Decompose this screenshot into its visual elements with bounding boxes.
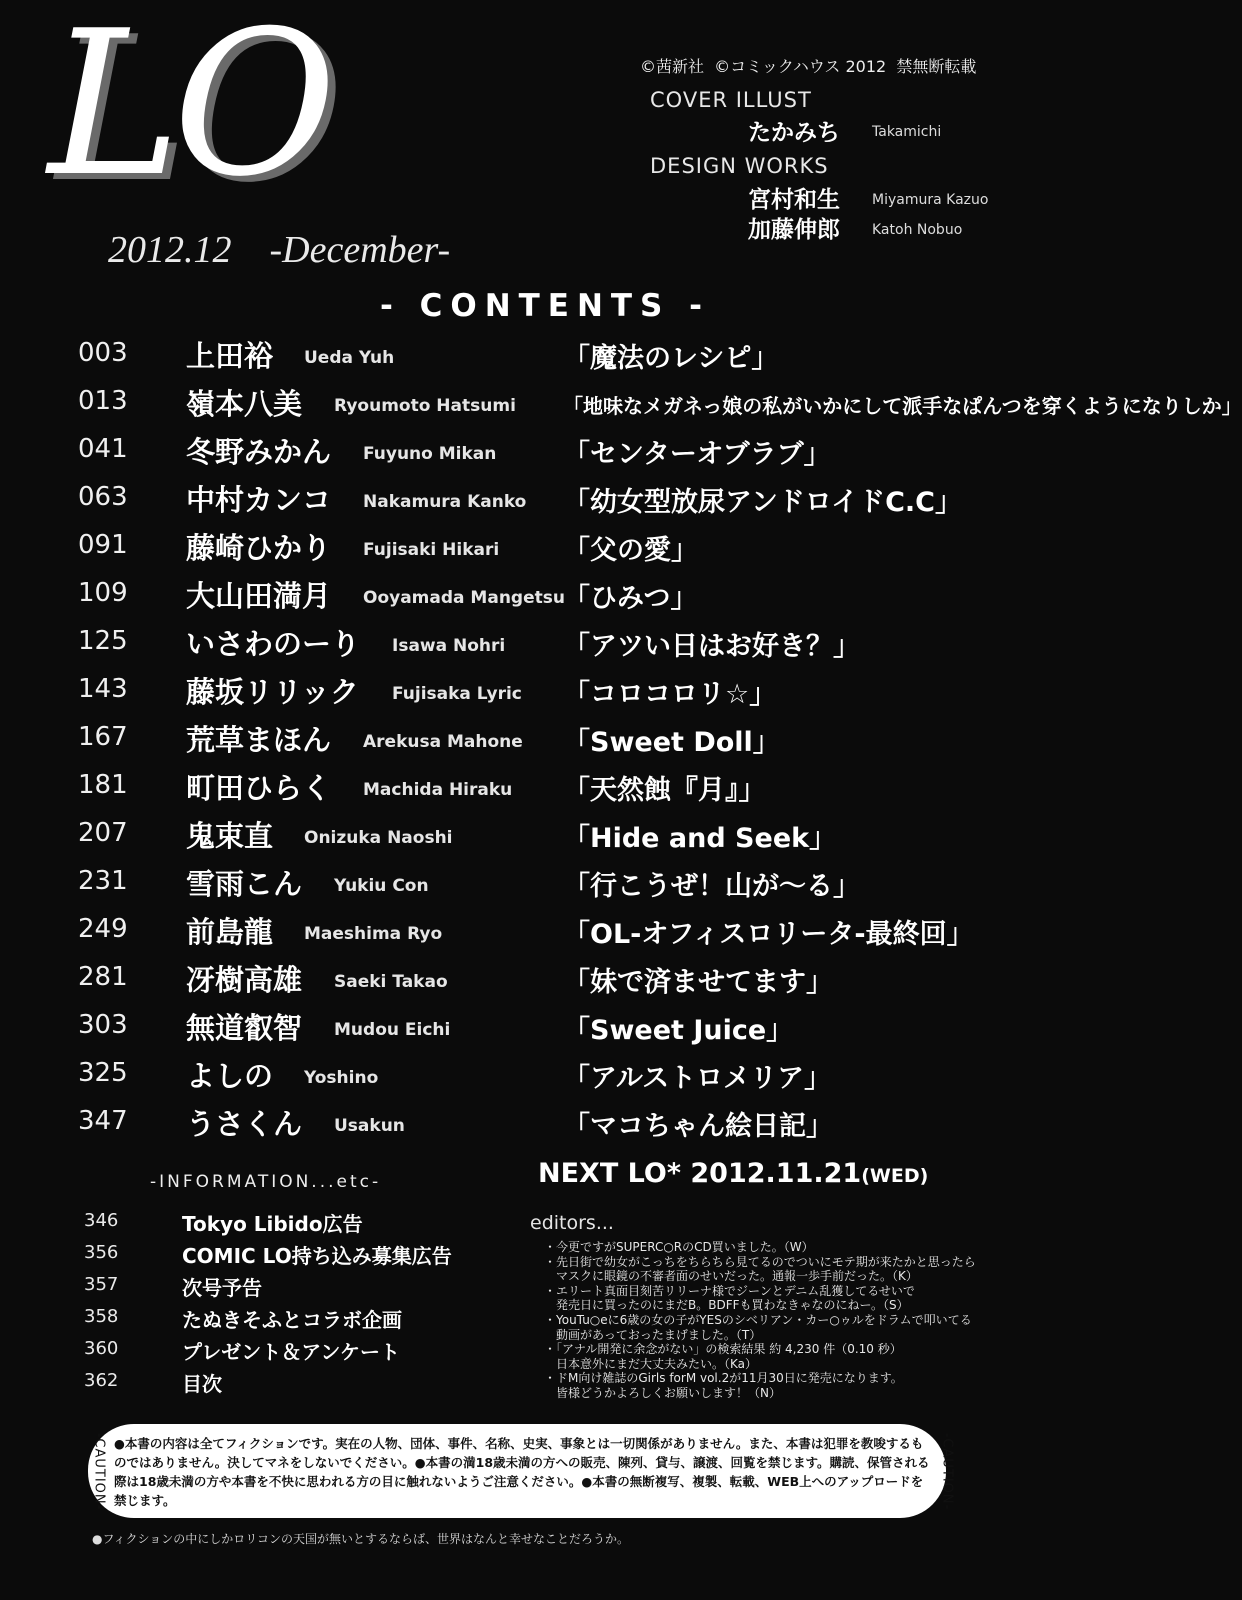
- toc-title: 「妹で済ませてます」: [563, 967, 833, 998]
- toc-row[interactable]: [0, 526, 1110, 574]
- toc-author-roman: Mudou Eichi: [334, 1020, 451, 1040]
- toc-row[interactable]: [0, 862, 1110, 910]
- toc-author-roman: Fuyuno Mikan: [363, 444, 497, 464]
- editor-note: ・YouTu○eに6歳の女の子がYESのシベリアン・カー○ゥルをドラムで叩いてる: [544, 1312, 972, 1327]
- toc-author-roman: Usakun: [334, 1116, 405, 1136]
- toc-author: 鬼束直: [186, 819, 274, 853]
- toc-page: 281: [78, 962, 128, 992]
- info-text: 次号予告: [182, 1276, 262, 1300]
- info-page: 358: [84, 1306, 119, 1327]
- toc-page: 231: [78, 866, 128, 896]
- toc-title: 「地味なメガネっ娘の私がいかにして派手なぱんつを穿くようになりしか」: [563, 394, 1242, 418]
- info-row[interactable]: [0, 1334, 520, 1366]
- editor-note: ・エリート真面目刻苦リリーナ様でジーンとデニム乱獲してるせいで: [544, 1283, 915, 1298]
- toc-author: いさわのーり: [186, 627, 361, 661]
- toc-page: 091: [78, 530, 128, 560]
- toc-title: 「天然蝕『月』」: [563, 775, 766, 806]
- designer-name: 加藤伸郎: [748, 217, 840, 243]
- toc-page: 003: [78, 338, 128, 368]
- editor-note: 動画があっておったまげました。（T）: [544, 1327, 762, 1342]
- toc-page: 347: [78, 1106, 128, 1136]
- toc-author-roman: Yoshino: [304, 1068, 379, 1088]
- info-text: COMIC LO持ち込み募集広告: [182, 1244, 452, 1268]
- contents-title: - CONTENTS -: [379, 288, 711, 324]
- toc-page: 207: [78, 818, 128, 848]
- caution-label-left: -CAUTION-: [91, 1432, 107, 1511]
- designer-roman: Katoh Nobuo: [872, 222, 963, 238]
- info-row[interactable]: [0, 1270, 520, 1302]
- info-row[interactable]: [0, 1366, 520, 1398]
- toc-page: 303: [78, 1010, 128, 1040]
- cover-illust-roman: Takamichi: [872, 124, 942, 140]
- toc-author-roman: Ueda Yuh: [304, 348, 395, 368]
- toc-title: 「魔法のレシピ」: [563, 343, 779, 374]
- toc-title: 「アツい日はお好き？」: [563, 631, 860, 662]
- info-row[interactable]: [0, 1302, 520, 1334]
- info-page: 360: [84, 1338, 119, 1359]
- toc-author-roman: Maeshima Ryo: [304, 924, 443, 944]
- toc-author: うさくん: [186, 1107, 303, 1141]
- toc-author-roman: Ooyamada Mangetsu: [363, 588, 565, 608]
- toc-author: 冴樹高雄: [186, 963, 303, 997]
- caution-label-right: -CAUTION-: [939, 1432, 955, 1511]
- footer-quote: ●フィクションの中にしかロリコンの天国が無いとするならば、世界はなんと幸せなことだろうか。: [92, 1532, 630, 1546]
- info-page: 357: [84, 1274, 119, 1295]
- toc-title: 「センターオブラブ」: [563, 439, 831, 470]
- toc-page: 181: [78, 770, 128, 800]
- toc-row[interactable]: [0, 382, 1242, 430]
- toc-author-roman: Isawa Nohri: [392, 636, 506, 656]
- info-row[interactable]: [0, 1206, 520, 1238]
- toc-author-roman: Machida Hiraku: [363, 780, 513, 800]
- toc-page: 249: [78, 914, 128, 944]
- caution-box: [88, 1424, 955, 1518]
- designer-roman: Miyamura Kazuo: [872, 192, 989, 208]
- toc-page: 325: [78, 1058, 128, 1088]
- toc-author: 雪雨こん: [186, 867, 303, 901]
- toc-author: 藤坂リリック: [186, 675, 359, 709]
- issue-date: 2012.12 -December-: [108, 229, 451, 271]
- toc-page: 063: [78, 482, 128, 512]
- editor-note: 日本意外にまだ大丈夫みたい。（Ka）: [544, 1356, 758, 1371]
- toc-page: 013: [78, 386, 128, 416]
- toc-row[interactable]: [0, 622, 1110, 670]
- toc-page: 143: [78, 674, 128, 704]
- toc-page: 167: [78, 722, 128, 752]
- next-issue: [538, 1158, 928, 1189]
- toc-row[interactable]: [0, 766, 1110, 814]
- design-works-label: DESIGN WORKS: [650, 154, 829, 178]
- toc-author-roman: Onizuka Naoshi: [304, 828, 453, 848]
- toc-title: 「OL-オフィスロリータ-最終回」: [563, 919, 974, 950]
- toc-author: 藤崎ひかり: [186, 531, 332, 565]
- toc-author-roman: Fujisaka Lyric: [392, 684, 522, 704]
- toc-row[interactable]: [0, 334, 1110, 382]
- toc-page: 109: [78, 578, 128, 608]
- toc-title: 「父の愛」: [563, 535, 698, 566]
- toc-author-roman: Yukiu Con: [334, 876, 429, 896]
- toc-row[interactable]: [0, 718, 1110, 766]
- toc-row[interactable]: [0, 1006, 1110, 1054]
- toc-title: 「Sweet Juice」: [563, 1015, 794, 1046]
- toc-title: 「ひみつ」: [563, 583, 698, 614]
- toc-title: 「行こうぜ！山が～る」: [563, 871, 860, 902]
- magazine-logo: LO: [48, 0, 329, 221]
- toc-title: 「Sweet Doll」: [563, 727, 780, 758]
- toc-page: 041: [78, 434, 128, 464]
- cover-illust-name: たかみち: [748, 120, 840, 146]
- info-text: プレゼント＆アンケート: [182, 1340, 400, 1364]
- toc-author: 無道叡智: [186, 1011, 303, 1045]
- toc-row[interactable]: [0, 430, 1110, 478]
- info-text: Tokyo Libido広告: [182, 1212, 363, 1236]
- toc-author: よしの: [186, 1059, 274, 1093]
- editors-title: editors...: [530, 1212, 614, 1234]
- cover-illust-label: COVER ILLUST: [650, 88, 812, 112]
- toc-author-roman: Ryoumoto Hatsumi: [334, 396, 516, 416]
- info-page: 346: [84, 1210, 119, 1231]
- info-page: 362: [84, 1370, 119, 1391]
- toc-title: 「コロコロリ☆」: [563, 679, 777, 710]
- editor-note: 皆様どうかよろしくお願いします！（N）: [544, 1385, 781, 1400]
- toc-author-roman: Fujisaki Hikari: [363, 540, 500, 560]
- toc-author-roman: Saeki Takao: [334, 972, 448, 992]
- toc-row[interactable]: [0, 574, 1110, 622]
- toc-row[interactable]: [0, 814, 1110, 862]
- toc-page: 125: [78, 626, 128, 656]
- toc-title: 「Hide and Seek」: [563, 823, 837, 854]
- toc-title: 「幼女型放尿アンドロイドC.C」: [563, 487, 962, 518]
- toc-row[interactable]: [0, 910, 1110, 958]
- editor-note: ・先日街で幼女がこっちをちらちら見てるのでついにモテ期が来たかと思ったら: [544, 1254, 976, 1269]
- toc-row[interactable]: [0, 670, 1110, 718]
- toc-author: 荒草まほん: [186, 723, 332, 757]
- editor-note: 発売日に買ったのにまだB。BDFFも買わなきゃなのにねー。（S）: [544, 1298, 909, 1313]
- toc-title: 「アルストロメリア」: [563, 1063, 832, 1094]
- toc-author-roman: Arekusa Mahone: [363, 732, 523, 752]
- editor-note: ・今更ですがSUPERC○RのCD買いました。（W）: [544, 1240, 814, 1254]
- info-text: たぬきそふとコラボ企画: [182, 1308, 402, 1332]
- info-text: 目次: [182, 1372, 222, 1396]
- designer-name: 宮村和生: [748, 187, 840, 213]
- toc-author: 上田裕: [186, 339, 274, 373]
- editor-note: ・「アナル開発に余念がない」の検索結果 約 4,230 件（0.10 秒）: [544, 1342, 902, 1357]
- caution-text: ●本書の内容は全てフィクションです。実在の人物、団体、事件、名称、史実、事象とは一切関係がありません。また、本書は犯罪を教唆するものではありません。決してマネをしないでください。●本書の満18歳未満の方への販売、陳列、貸与、譲渡、回覧を禁じます。購読、保管される際は18歳未満の方や本書を不快に思われる方の目に触れないようご注意ください。●本書の無断複写、複製、転載、WEB上へのアップロードを禁じます。: [114, 1436, 930, 1508]
- info-row[interactable]: [0, 1238, 520, 1270]
- info-page: 356: [84, 1242, 119, 1263]
- toc-row[interactable]: [0, 1102, 1110, 1150]
- toc-author: 中村カンコ: [186, 483, 332, 517]
- editors-notes: [544, 1240, 1014, 1401]
- toc-title: 「マコちゃん絵日記」: [563, 1111, 833, 1142]
- information-title: -INFORMATION...etc-: [150, 1172, 382, 1192]
- next-issue-day: (WED): [861, 1165, 929, 1187]
- toc-author: 町田ひらく: [186, 771, 332, 805]
- toc-author: 冬野みかん: [186, 435, 332, 469]
- next-issue-date: NEXT LO* 2012.11.21: [538, 1158, 862, 1189]
- editor-note: マスクに眼鏡の不審者面のせいだった。通報一歩手前だった。（K）: [544, 1269, 918, 1284]
- copyright-notice: ©茜新社 ©コミックハウス 2012 禁無断転載: [640, 57, 977, 76]
- editor-note: ・ドM向け雑誌のGirls forM vol.2が11月30日に発売になります。: [544, 1371, 903, 1386]
- toc-row[interactable]: [0, 478, 1110, 526]
- toc-author: 嶺本八美: [186, 387, 303, 421]
- toc-author-roman: Nakamura Kanko: [363, 492, 527, 512]
- toc-author: 大山田満月: [186, 579, 332, 613]
- toc-row[interactable]: [0, 958, 1110, 1006]
- toc-author: 前島龍: [186, 915, 274, 949]
- toc-row[interactable]: [0, 1054, 1110, 1102]
